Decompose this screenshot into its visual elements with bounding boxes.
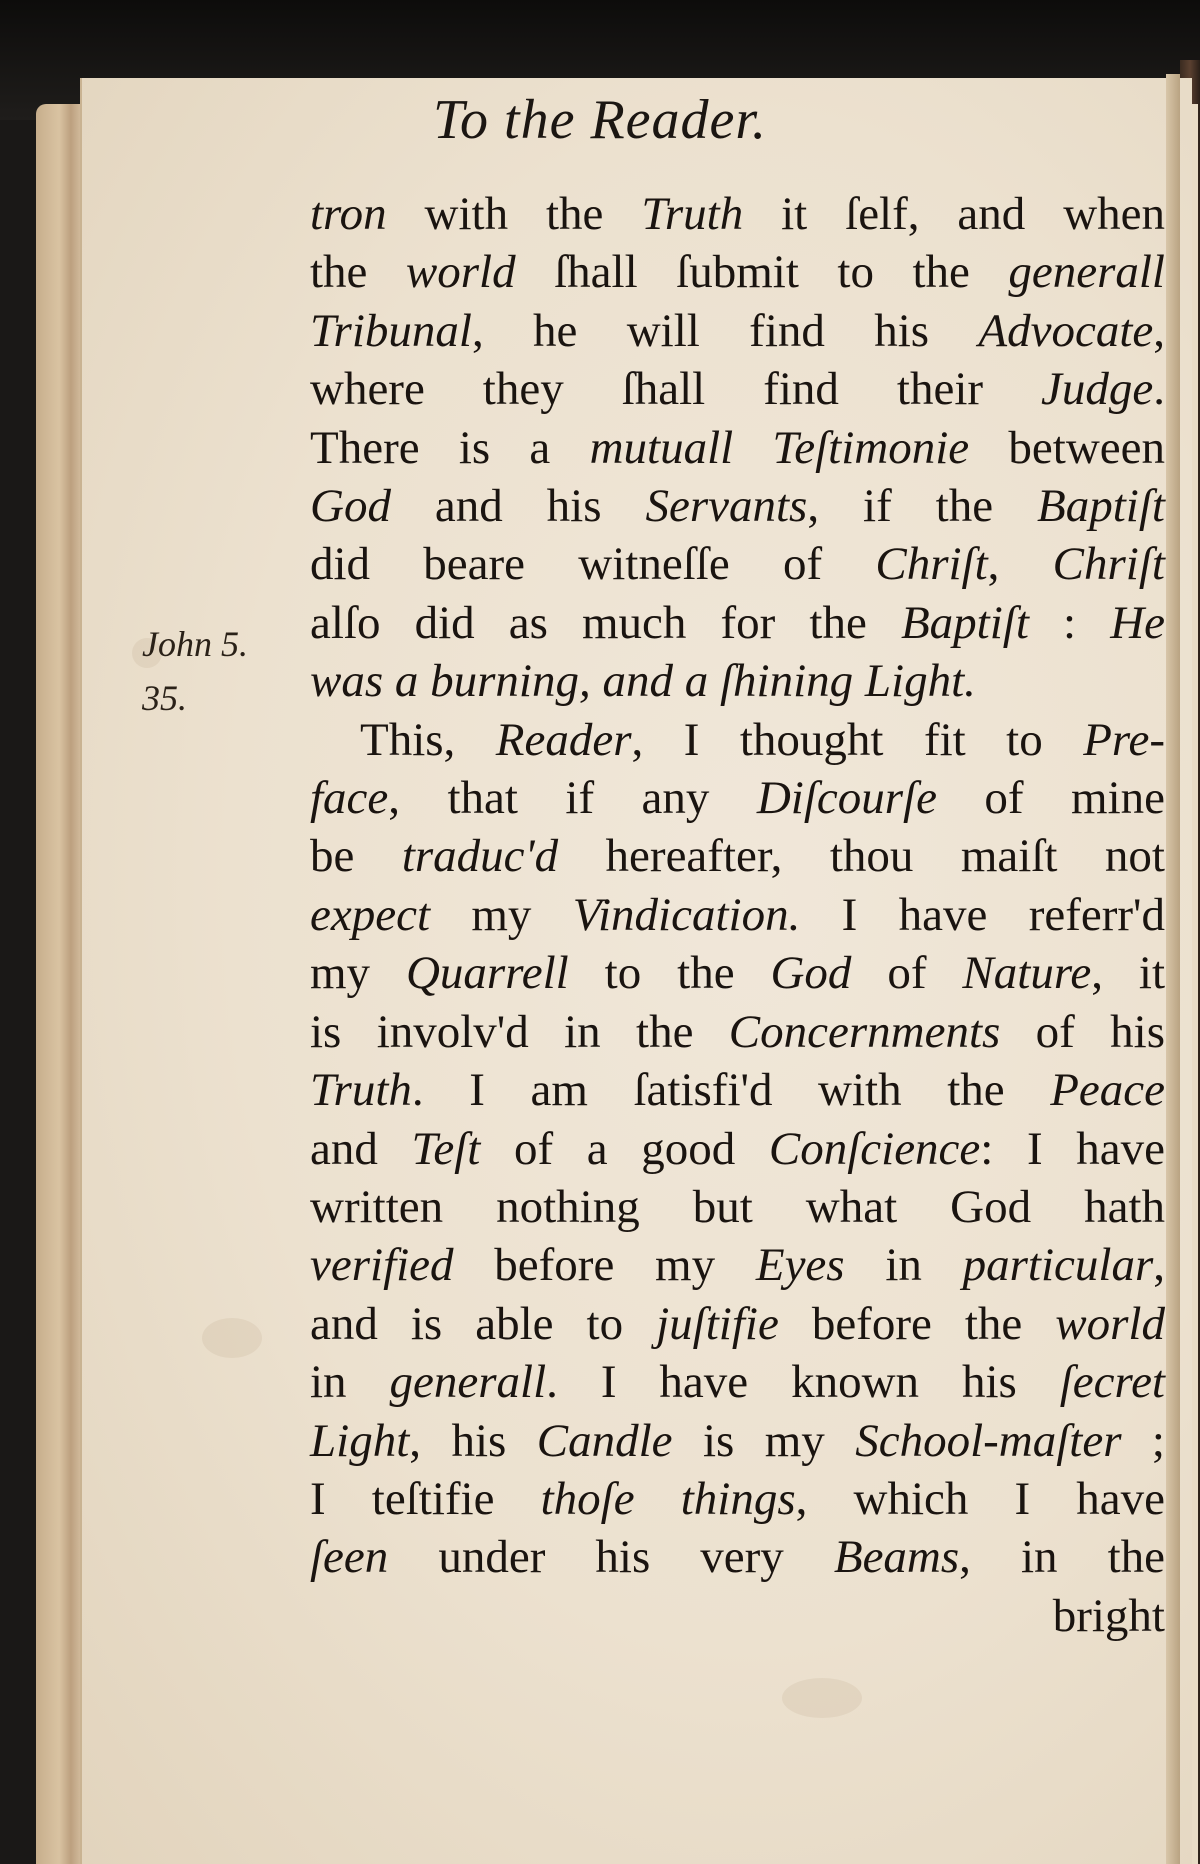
text-line: the world ſhall ſubmit to the generall [310,246,1165,299]
text-line: and is able to juſtifie before the world [310,1297,1165,1350]
margin-note-line: John 5. [142,624,248,664]
text-line: where they ſhall find their Judge. [310,363,1165,416]
foxing-spot [782,1678,862,1718]
text-line: did beare witneſſe of Chriſt, Chriſt [310,538,1165,591]
marginal-reference [142,617,272,725]
text-line: God and his Servants, if the Baptiſt [310,480,1165,533]
text-line: expect my Vindication. I have referr'd [310,888,1165,941]
text-line: Tribunal, he will find his Advocate, [310,304,1165,357]
text-line: was a burning, and a ſhining Light. [310,655,976,708]
text-line: Light, his Candle is my School-maſter ; [310,1414,1165,1467]
running-title: To the Reader. [433,89,767,151]
text-line: written nothing but what God hath [310,1180,1165,1233]
text-line: is involv'd in the Concernments of his [310,1005,1165,1058]
text-line: my Quarrell to the God of Nature, it [310,947,1166,1000]
body-text [310,185,1165,1645]
text-line: tron with the Truth it ſelf, and when [310,188,1165,240]
text-line: face, that if any Diſcourſe of mine [310,772,1165,825]
text-line: There is a mutuall Teſtimonie between [310,421,1165,474]
text-line: verified before my Eyes in particular, [310,1239,1165,1292]
page-fore-edge [1166,74,1180,1864]
foxing-spot [202,1318,262,1358]
text-line: ſeen under his very Beams, in the [310,1531,1165,1584]
text-line: I teſtifie thoſe things, which I have [310,1472,1166,1525]
text-line: Truth. I am ſatisfi'd with the Peace [310,1064,1165,1117]
text-line: This, Reader, I thought fit to Pre- [360,713,1165,766]
margin-note-line: 35. [142,678,187,718]
text-line: alſo did as much for the Baptiſt : He [310,596,1166,649]
text-line: and Teſt of a good Conſcience: I have [310,1122,1165,1175]
catchword: bright [1052,1589,1165,1642]
text-line: be traduc'd hereafter, thou maiſt not [310,830,1165,883]
text-line: in generall. I have known his ſecret [310,1356,1165,1409]
